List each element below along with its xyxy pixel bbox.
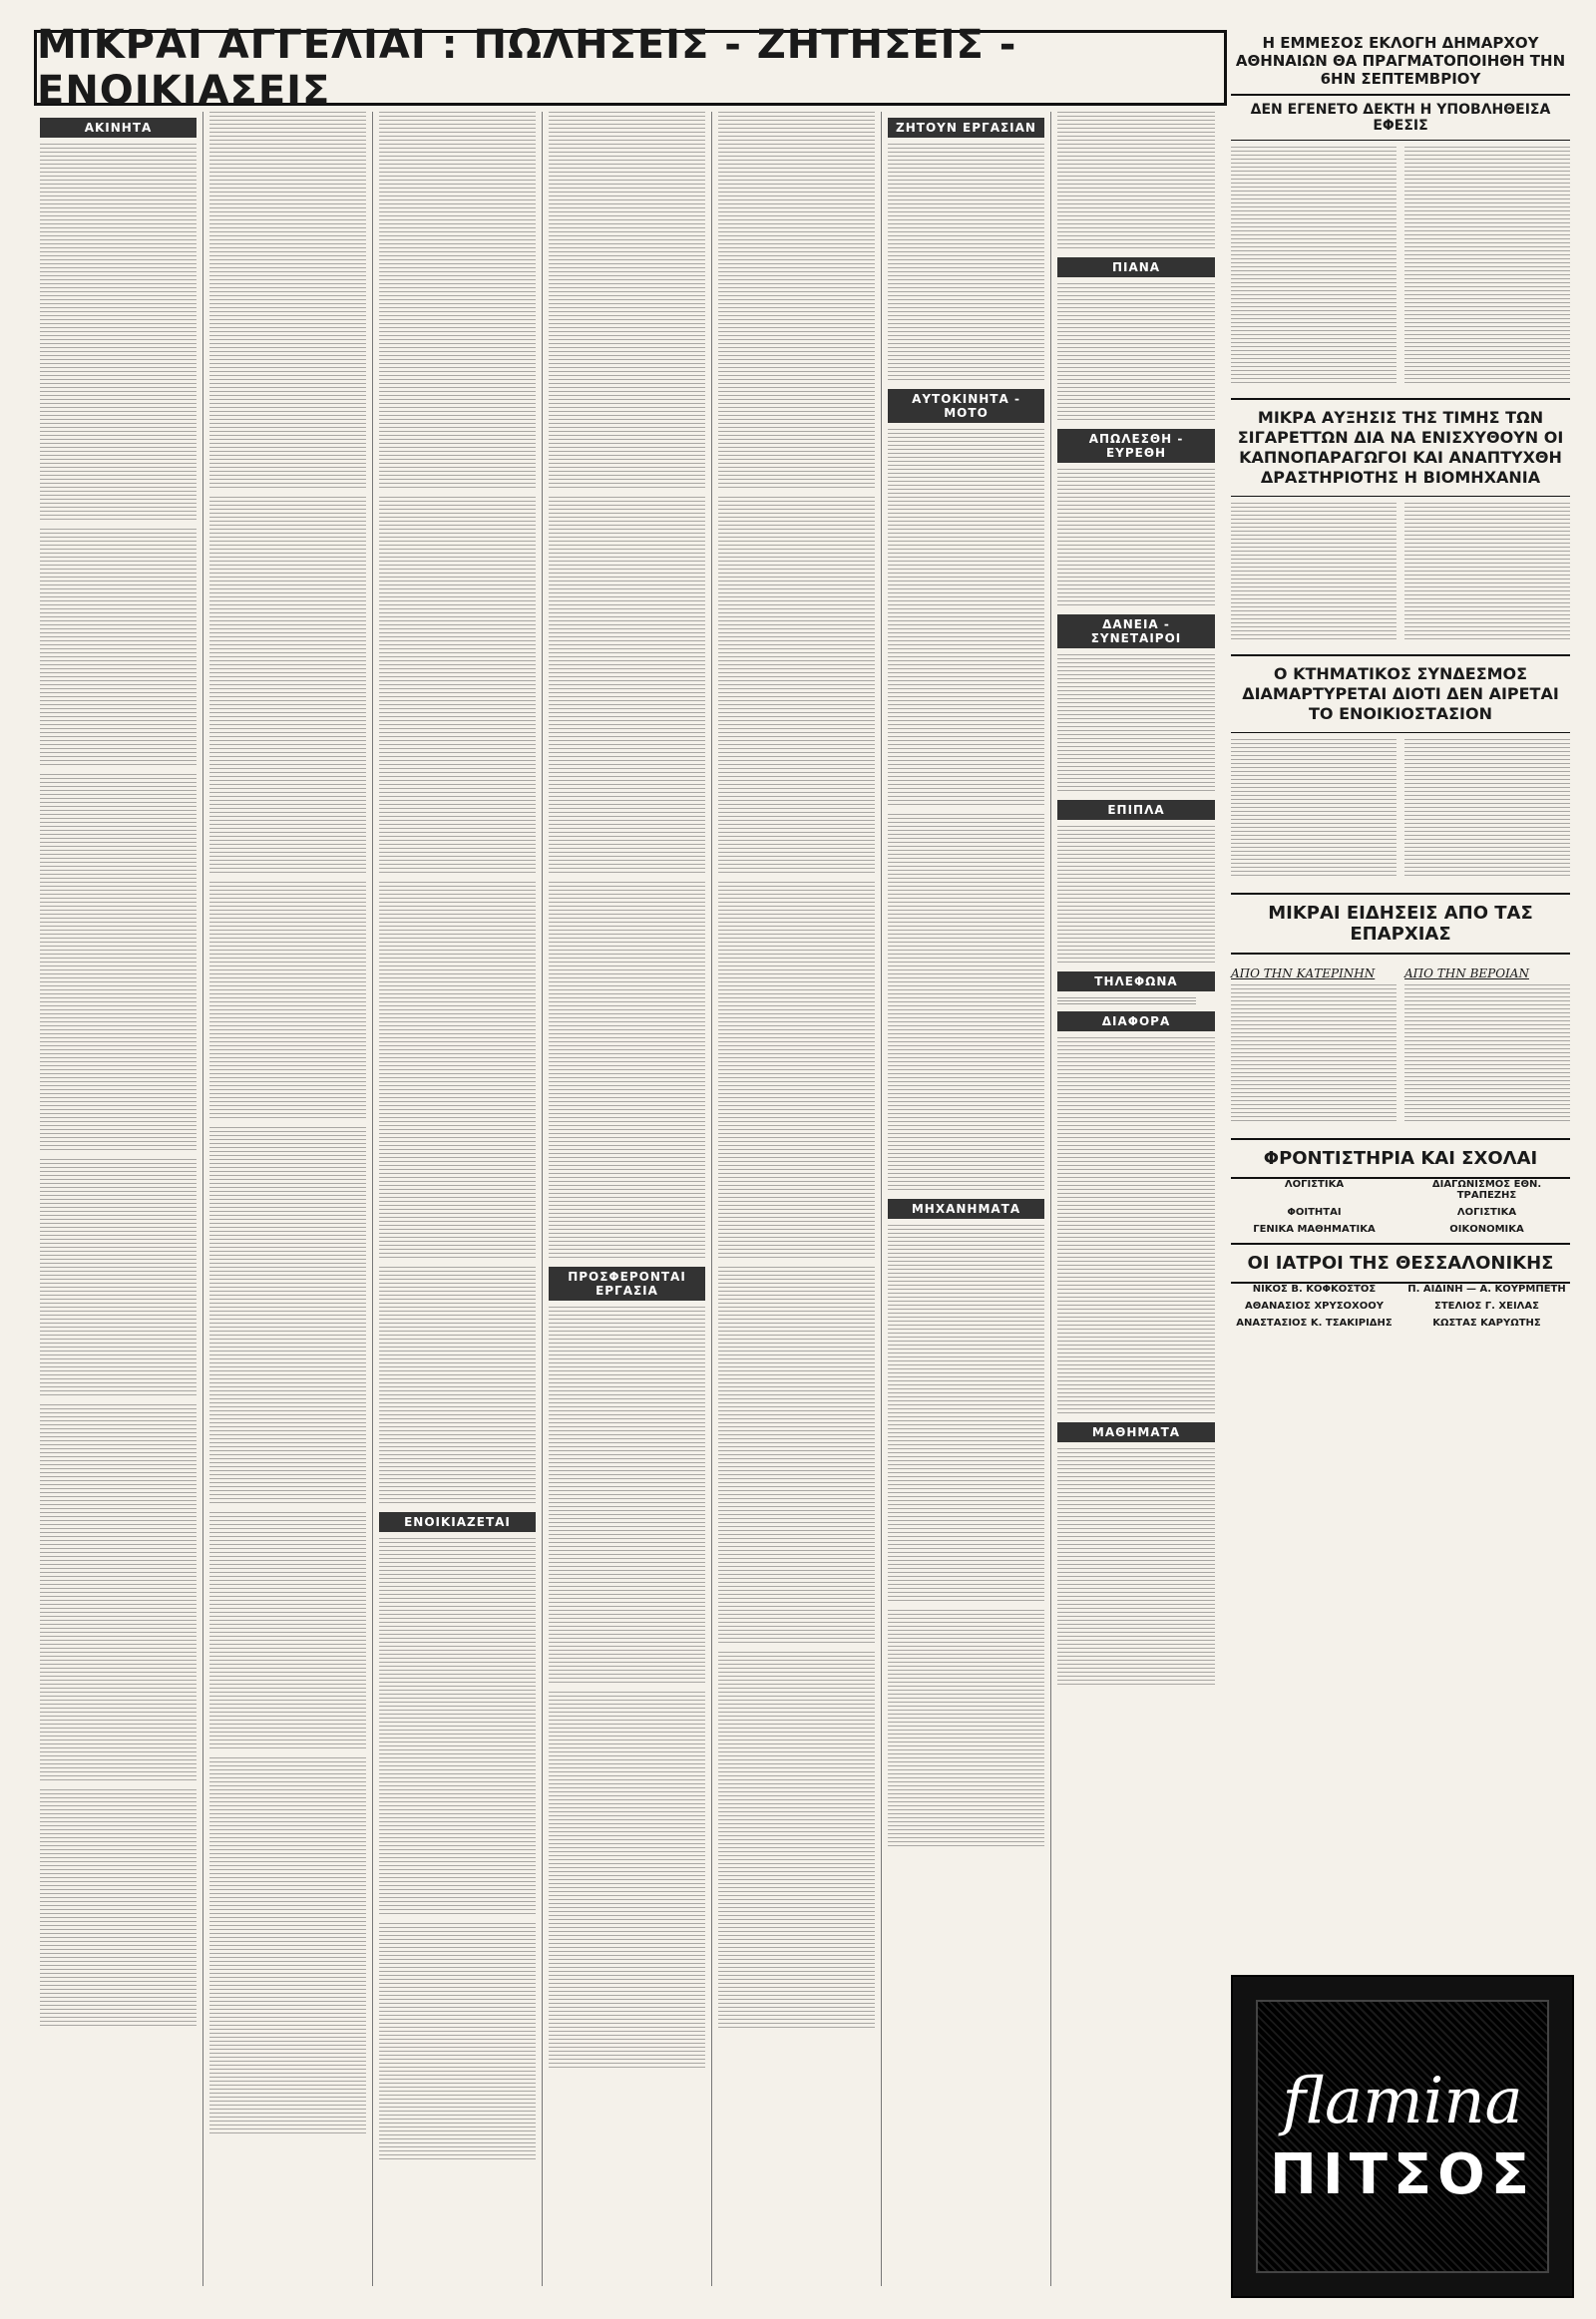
section-head-misc: ΔΙΑΦΟΡΑ xyxy=(1057,1011,1215,1031)
ad-text-block xyxy=(1057,112,1215,251)
story-text xyxy=(1404,147,1570,386)
doctor-item: ΑΘΑΝΑΣΙΟΣ ΧΡΥΣΟΧΟΟΥ xyxy=(1244,1301,1385,1312)
section-head-jobs-wanted: ΖΗΤΟΥΝ ΕΡΓΑΣΙΑΝ xyxy=(888,118,1044,138)
ad-text-block xyxy=(1057,283,1215,423)
school-item: ΛΟΓΙΣΤΙΚΑ xyxy=(1456,1207,1517,1218)
ad-text-block xyxy=(549,1307,705,1686)
doctors-title: ΟΙ ΙΑΤΡΟΙ ΤΗΣ ΘΕΣΣΑΛΟΝΙΚΗΣ xyxy=(1231,1243,1570,1284)
section-head-for-rent: ΕΝΟΙΚΙΑΖΕΤΑΙ xyxy=(379,1512,536,1532)
ad-text-block xyxy=(549,882,705,1261)
ad-text-block xyxy=(888,1225,1044,1604)
ad-text-block xyxy=(1057,1448,1215,1688)
ad-text-block xyxy=(888,144,1044,383)
ad-text-block xyxy=(718,1652,875,2031)
column-4 xyxy=(543,112,712,2286)
section-head-cars: ΑΥΤΟΚΙΝΗΤΑ - ΜΟΤΟ xyxy=(888,389,1044,423)
ad-text-block xyxy=(549,497,705,876)
ad-text-block xyxy=(209,1757,366,2136)
school-item: ΛΟΓΙΣΤΙΚΑ xyxy=(1284,1179,1345,1190)
school-item: ΟΙΚΟΝΟΜΙΚΑ xyxy=(1449,1224,1524,1235)
ad-text-block xyxy=(209,497,366,876)
ad-text-block xyxy=(888,429,1044,808)
school-item: ΓΕΝΙΚΑ ΜΑΘΗΜΑΤΙΚΑ xyxy=(1253,1224,1376,1235)
provinces-title: ΜΙΚΡΑΙ ΕΙΔΗΣΕΙΣ ΑΠΟ ΤΑΣ ΕΠΑΡΧΙΑΣ xyxy=(1231,893,1570,955)
ad-text-block xyxy=(1057,826,1215,966)
ad-text-block xyxy=(1057,469,1215,608)
section-head-telephones: ΤΗΛΕΦΩΝΑ xyxy=(1057,971,1215,991)
doctor-item: ΝΙΚΟΣ Β. ΚΟΦΚΟΣΤΟΣ xyxy=(1252,1284,1377,1295)
ad-text-block xyxy=(379,1267,536,1506)
pitsos-advertisement xyxy=(1231,1975,1574,2298)
schools-grid xyxy=(1231,1179,1570,1235)
ad-text-block xyxy=(718,1267,875,1646)
story-text xyxy=(1404,503,1570,642)
classifieds-masthead: ΜΙΚΡΑΙ ΑΓΓΕΛΙΑΙ : ΠΩΛΗΣΕΙΣ - ΖΗΤΗΣΕΙΣ - ΕΝΟΙΚΙΑΣΕΙΣ xyxy=(34,30,1227,106)
doctor-item: ΚΩΣΤΑΣ ΚΑΡΥΩΤΗΣ xyxy=(1432,1318,1541,1329)
headline-property-association: Ο ΚΤΗΜΑΤΙΚΟΣ ΣΥΝΔΕΣΜΟΣ ΔΙΑΜΑΡΤΥΡΕΤΑΙ ΔΙΟΤΙ ΔΕΝ ΑΙΡΕΤΑΙ ΤΟ ΕΝΟΙΚΙΟΣΤΑΣΙΟΝ xyxy=(1231,654,1570,733)
ad-text-block xyxy=(549,112,705,491)
column-3 xyxy=(373,112,543,2286)
ad-text-block xyxy=(209,882,366,1121)
classifieds-columns xyxy=(34,112,1221,2286)
doctors-grid xyxy=(1231,1284,1570,1329)
doctor-item: ΑΝΑΣΤΑΣΙΟΣ Κ. ΤΣΑΚΙΡΙΔΗΣ xyxy=(1236,1318,1393,1329)
ad-text-block xyxy=(549,1692,705,2071)
ad-text-block xyxy=(40,144,197,523)
ad-text-block xyxy=(379,882,536,1261)
school-item: ΔΙΑΓΩΝΙΣΜΟΣ ΕΘΝ. ΤΡΑΠΕΖΗΣ xyxy=(1431,1179,1542,1201)
story-text xyxy=(1404,984,1570,1124)
ad-text-block xyxy=(718,112,875,491)
story-text xyxy=(1404,739,1570,879)
ad-text-block xyxy=(379,112,536,491)
column-1 xyxy=(34,112,203,2286)
province-veria: ΑΠΟ ΤΗΝ ΒΕΡΟΙΑΝ xyxy=(1404,966,1529,980)
ad-text-block xyxy=(888,1610,1044,1849)
province-katerini: ΑΠΟ ΤΗΝ ΚΑΤΕΡΙΝΗΝ xyxy=(1231,966,1376,980)
ad-brand-flamina: flamina xyxy=(1282,2064,1523,2138)
story-text xyxy=(1231,984,1396,1124)
ad-text-block xyxy=(40,774,197,1153)
subhead-appeal: ΔΕΝ ΕΓΕΝΕΤΟ ΔΕΚΤΗ Η ΥΠΟΒΛΗΘΕΙΣΑ ΕΦΕΣΙΣ xyxy=(1231,96,1570,141)
ad-text-block xyxy=(718,882,875,1261)
column-7 xyxy=(1051,112,1221,2286)
doctor-item: Π. ΑΙΔΙΝΗ — Α. ΚΟΥΡΜΠΕΤΗ xyxy=(1407,1284,1566,1295)
ad-brand-pitsos: ΠΙΤΣΟΣ xyxy=(1269,2141,1535,2207)
section-head-loans: ΔΑΝΕΙΑ - ΣΥΝΕΤΑΙΡΟΙ xyxy=(1057,614,1215,648)
provinces-body xyxy=(1231,955,1570,1130)
ad-text-block xyxy=(40,1404,197,1783)
section-head-machinery: ΜΗΧΑΝΗΜΑΤΑ xyxy=(888,1199,1044,1219)
ad-text-block xyxy=(209,112,366,491)
section-head-lessons: ΜΑΘΗΜΑΤΑ xyxy=(1057,1422,1215,1442)
ad-text-block xyxy=(718,497,875,876)
story-body xyxy=(1231,141,1570,392)
headline-cigarettes: ΜΙΚΡΑ ΑΥΞΗΣΙΣ ΤΗΣ ΤΙΜΗΣ ΤΩΝ ΣΙΓΑΡΕΤΤΩΝ ΔΙΑ ΝΑ ΕΝΙΣΧΥΘΟΥΝ ΟΙ ΚΑΠΝΟΠΑΡΑΓΩΓΟΙ ΚΑΙ ΑΝΑΠΤΥΧΘΗ ΔΡΑΣΤΗΡΙΟΤΗΣ Η ΒΙΟΜΗΧΑΝΙΑ xyxy=(1231,398,1570,497)
ad-text-block xyxy=(1057,1037,1215,1416)
story-text xyxy=(1231,739,1396,879)
newspaper-page xyxy=(34,22,1570,2294)
story-body xyxy=(1231,733,1570,885)
text-line xyxy=(1057,997,1196,1005)
story-body xyxy=(1231,497,1570,648)
column-2 xyxy=(203,112,373,2286)
ad-text-block xyxy=(379,497,536,876)
column-6 xyxy=(882,112,1051,2286)
column-5 xyxy=(712,112,882,2286)
school-item: ΦΟΙΤΗΤΑΙ xyxy=(1287,1207,1342,1218)
story-text xyxy=(1231,503,1396,642)
ad-text-block xyxy=(209,1127,366,1506)
section-head-lost-found: ΑΠΩΛΕΣΘΗ - ΕΥΡΕΘΗ xyxy=(1057,429,1215,463)
ad-text-block xyxy=(209,1512,366,1751)
news-column xyxy=(1231,30,1570,2294)
ad-text-block xyxy=(1057,654,1215,794)
ad-text-block xyxy=(379,1923,536,2162)
section-head-real-estate: ΑΚΙΝΗΤΑ xyxy=(40,118,197,138)
schools-title: ΦΡΟΝΤΙΣΤΗΡΙΑ ΚΑΙ ΣΧΟΛΑΙ xyxy=(1231,1138,1570,1179)
section-head-pianos: ΠΙΑΝΑ xyxy=(1057,257,1215,277)
section-head-jobs-offered: ΠΡΟΣΦΕΡΟΝΤΑΙ ΕΡΓΑΣΙΑ xyxy=(549,1267,705,1301)
ad-text-block xyxy=(40,1159,197,1398)
headline-mayor-election: Η ΕΜΜΕΣΟΣ ΕΚΛΟΓΗ ΔΗΜΑΡΧΟΥ ΑΘΗΝΑΙΩΝ ΘΑ ΠΡΑΓΜΑΤΟΠΟΙΗΘΗ ΤΗΝ 6ΗΝ ΣΕΠΤΕΜΒΡΙΟΥ xyxy=(1231,30,1570,96)
doctor-item: ΣΤΕΛΙΟΣ Γ. ΧΕΙΛΑΣ xyxy=(1434,1301,1539,1312)
ad-text-block xyxy=(40,529,197,768)
ad-text-block xyxy=(888,814,1044,1193)
story-text xyxy=(1231,147,1396,386)
ad-panel xyxy=(1256,2000,1549,2273)
ad-text-block xyxy=(379,1538,536,1917)
section-head-furniture: ΕΠΙΠΛΑ xyxy=(1057,800,1215,820)
ad-text-block xyxy=(40,1789,197,2029)
